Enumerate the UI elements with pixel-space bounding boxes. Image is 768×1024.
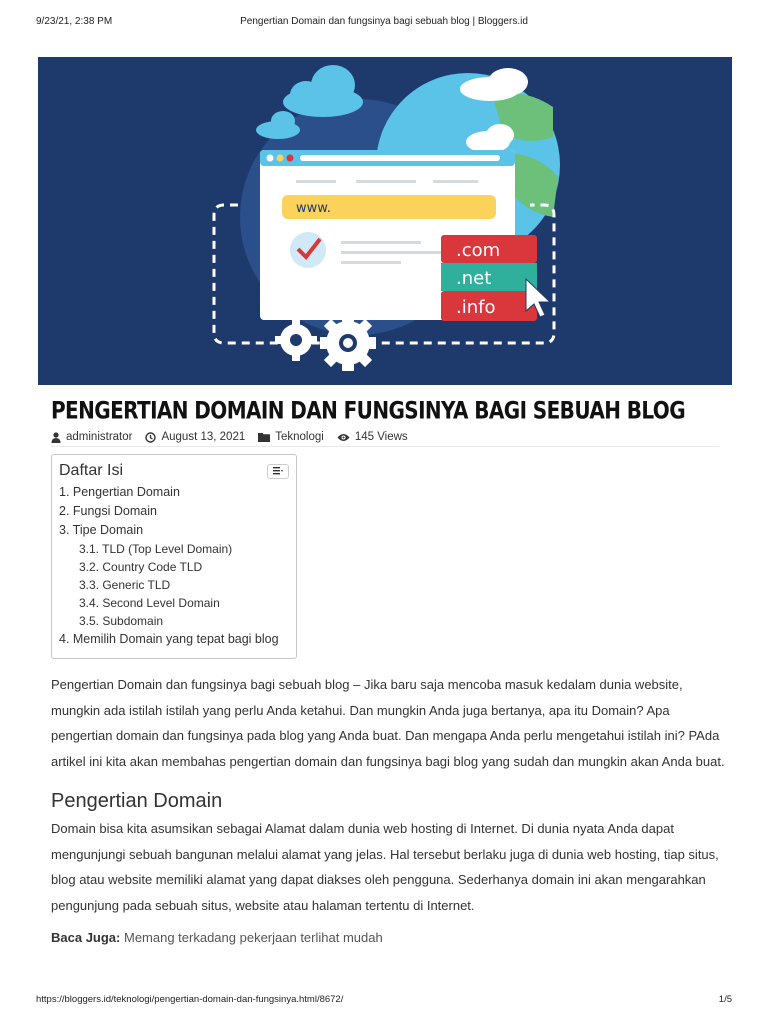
post-views-label: 145 Views xyxy=(354,431,408,443)
user-icon xyxy=(51,432,61,443)
tld-info-label: .info xyxy=(456,297,496,318)
table-of-contents xyxy=(51,454,297,659)
post-views xyxy=(337,431,408,443)
toc-link[interactable]: 3.1. TLD (Top Level Domain) xyxy=(79,542,233,556)
gear-icon xyxy=(320,315,376,371)
post-date-label: August 13, 2021 xyxy=(161,431,246,443)
post-author-label: administrator xyxy=(66,431,133,443)
gear-icon xyxy=(275,319,317,361)
list-icon xyxy=(273,467,283,475)
related-post[interactable] xyxy=(51,930,731,945)
folder-icon xyxy=(258,432,270,442)
domain-illustration xyxy=(38,57,732,385)
print-header xyxy=(36,16,732,30)
section-paragraph: Domain bisa kita asumsikan sebagai Alamat dalam dunia web hosting di Internet. Di dunia nyata Anda dapat mengunjungi sebuah bangunan melalui alamat yang jelas. Hal tersebut berlaku juga di dunia web hosting, tiap situs, blog atau website memiliki alamat yang dapat diakses oleh pengguna. Sederhanya domain ini akan mengarahkan pengunjung pada sebuah situs, website atau halaman tertentu di Internet. xyxy=(51,821,719,913)
toc-link[interactable]: 1. Pengertian Domain xyxy=(59,485,180,499)
intro-paragraph: Pengertian Domain dan fungsinya bagi sebuah blog – Jika baru saja mencoba masuk kedalam dunia website, mungkin ada istilah istilah yang perlu Anda ketahui. Dan mungkin Anda juga bertanya, apa itu Domain? Apa pengertian domain dan fungsinya pada blog yang Anda buat. Dan mengapa Anda perlu mengetahui istilah ini? PAda artikel ini kita akan membahas pengertian domain dan fungsinya bagi blog yang sudah dan mungkin akan Anda buat. xyxy=(51,677,725,769)
print-footer xyxy=(36,994,732,1008)
toc-link[interactable]: 3.3. Generic TLD xyxy=(79,578,171,592)
article-body xyxy=(51,672,731,945)
toc-link[interactable]: 2. Fungsi Domain xyxy=(59,504,157,518)
print-url: https://bloggers.id/teknologi/pengertian-domain-dan-fungsinya.html/8672/ xyxy=(36,994,344,1005)
toc-link[interactable]: 3.4. Second Level Domain xyxy=(79,596,220,610)
post-meta xyxy=(51,428,719,447)
check-icon xyxy=(290,232,326,268)
post-title: PENGERTIAN DOMAIN DAN FUNGSINYA BAGI SEBUAH BLOG xyxy=(51,396,686,425)
url-bar-text: www. xyxy=(296,201,331,216)
clock-icon xyxy=(145,432,156,443)
toc-link[interactable]: 3.2. Country Code TLD xyxy=(79,560,203,574)
print-page-number: 1/5 xyxy=(718,994,732,1005)
post-category[interactable] xyxy=(258,431,324,443)
featured-image xyxy=(38,57,732,385)
toc-link[interactable]: 4. Memilih Domain yang tepat bagi blog xyxy=(59,632,279,646)
post-date xyxy=(145,431,245,443)
post-category-label: Teknologi xyxy=(275,431,324,443)
tld-com-label: .com xyxy=(456,240,501,261)
related-post-label: Baca Juga: xyxy=(51,930,121,945)
eye-icon xyxy=(337,433,350,442)
toc-link[interactable]: 3.5. Subdomain xyxy=(79,614,164,628)
tld-net-label: .net xyxy=(456,268,492,289)
print-page-title: Pengertian Domain dan fungsinya bagi sebuah blog | Bloggers.id xyxy=(240,16,528,27)
toc-title: Daftar Isi xyxy=(59,462,124,479)
toc-toggle-button[interactable] xyxy=(267,464,289,479)
print-datetime: 9/23/21, 2:38 PM xyxy=(36,16,113,27)
post-author[interactable] xyxy=(51,431,132,443)
toc-list xyxy=(59,483,289,649)
toc-link[interactable]: 3. Tipe Domain xyxy=(59,523,144,537)
section-heading: Pengertian Domain xyxy=(51,790,223,812)
related-post-link[interactable]: Memang terkadang pekerjaan terlihat mudah xyxy=(120,930,383,945)
